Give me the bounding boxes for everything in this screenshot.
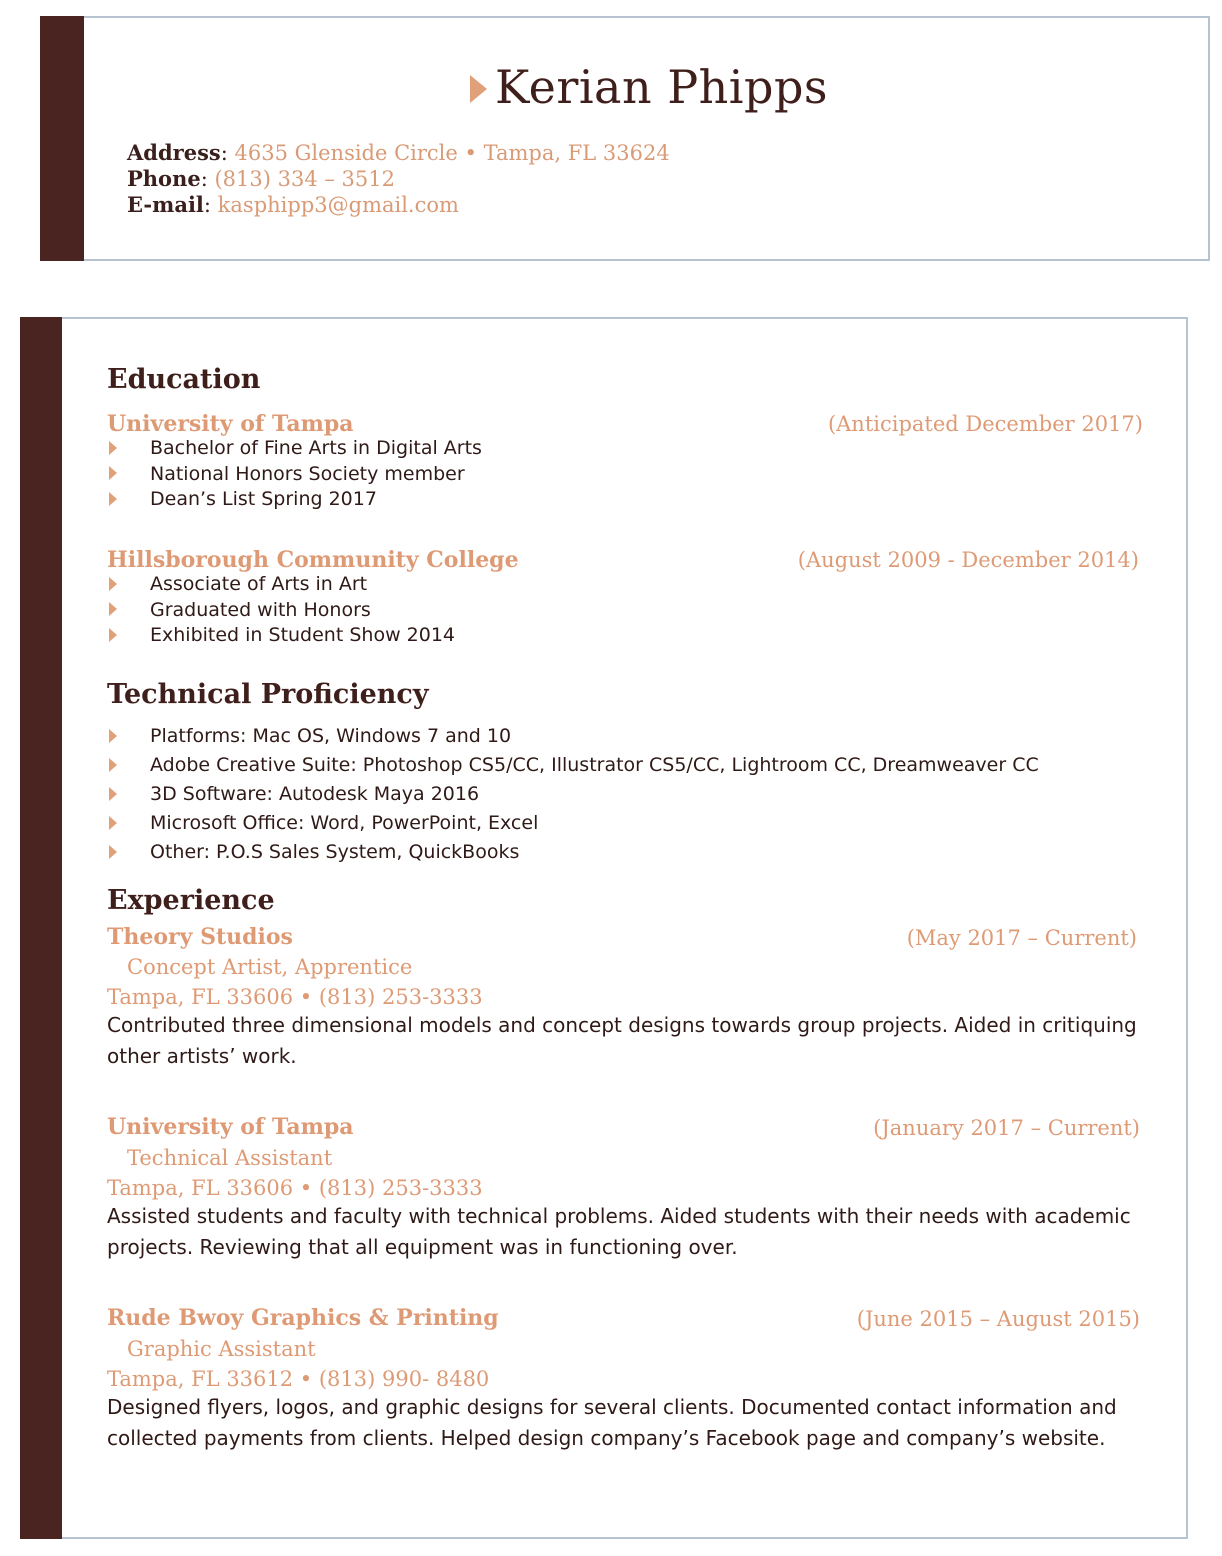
bullet-arrow-icon [109,628,117,642]
phone-value: (813) 334 – 3512 [214,167,395,191]
bullet-arrow-icon [109,577,117,591]
candidate-name [470,60,828,114]
phone-label: Phone [127,166,201,191]
bullet-arrow-icon [109,729,117,743]
job-location: Tampa, FL 33606 • (813) 253-3333 [107,1176,483,1200]
bullet-arrow-icon [109,758,117,772]
list-item-text: Associate of Arts in Art [150,573,368,595]
job-role: Technical Assistant [127,1146,333,1170]
list-item [107,462,482,488]
list-item [107,487,482,513]
job-description: Assisted students and faculty with technical problems. Aided students with their needs with academic projects. Reviewing that all equipment was in functioning over. [107,1204,1131,1259]
bullet-arrow-icon [109,845,117,859]
list-item [107,809,1039,838]
contact-email: E-mail: kasphipp3@gmail.com [127,192,459,217]
address-label: Address [127,140,221,165]
candidate-name-text: Kerian Phipps [495,60,829,114]
contact-address: Address: 4635 Glenside Circle • Tampa, FL 33624 [127,140,670,165]
school-date: (Anticipated December 2017) [827,412,1143,436]
list-item-text: 3D Software: Autodesk Maya 2016 [150,783,480,805]
bullet-arrow-icon [109,441,117,455]
email-value[interactable]: kasphipp3@gmail.com [217,193,459,217]
list-item-text: Microsoft Office: Word, PowerPoint, Excel [150,812,539,834]
job-date: (June 2015 – August 2015) [856,1307,1140,1331]
job-description: Contributed three dimensional models and concept designs towards group projects. Aided in critiquing other artists’ work. [107,1013,1137,1068]
school-details-list [107,436,482,513]
school-details-list [107,572,455,649]
job-location: Tampa, FL 33612 • (813) 990- 8480 [107,1367,490,1391]
list-item [107,436,482,462]
job-role: Concept Artist, Apprentice [127,955,413,979]
school-name: University of Tampa [107,411,354,437]
list-item-text: Platforms: Mac OS, Windows 7 and 10 [150,725,512,747]
job-company: Theory Studios [107,924,293,950]
header-accent-bar [40,16,84,261]
job-description: Designed flyers, logos, and graphic designs for several clients. Documented contact information and collected payments from clients. Helped design company’s Facebook page and company’s website. [107,1395,1117,1450]
technical-heading: Technical Proficiency [107,679,429,710]
job-company: Rude Bwoy Graphics & Printing [107,1305,499,1331]
list-item-text: Graduated with Honors [150,598,371,621]
list-item-text: Other: P.O.S Sales System, QuickBooks [150,841,520,863]
bullet-arrow-icon [109,466,117,480]
experience-heading: Experience [107,885,275,916]
list-item [107,780,1039,809]
school-date: (August 2009 - December 2014) [797,548,1139,572]
job-date: (January 2017 – Current) [873,1116,1140,1140]
bullet-arrow-icon [109,816,117,830]
school-name: Hillsborough Community College [107,547,519,573]
job-role: Graphic Assistant [127,1337,316,1361]
job-company: University of Tampa [107,1114,354,1140]
list-item-text: Exhibited in Student Show 2014 [150,624,456,646]
list-item-text: Dean’s List Spring 2017 [150,488,377,510]
list-item [107,722,1039,751]
list-item-text: Adobe Creative Suite: Photoshop CS5/CC, Illustrator CS5/CC, Lightroom CC, Dreamweaver CC [150,754,1039,776]
bullet-arrow-icon [109,787,117,801]
list-item-text: Bachelor of Fine Arts in Digital Arts [150,437,482,459]
address-value: 4635 Glenside Circle • Tampa, FL 33624 [234,141,670,165]
name-arrow-icon [470,75,487,103]
list-item [107,572,455,598]
contact-phone: Phone: (813) 334 – 3512 [127,166,395,191]
job-location: Tampa, FL 33606 • (813) 253-3333 [107,985,483,1009]
main-accent-bar [20,317,62,1539]
list-item-text: National Honors Society member [150,462,465,485]
email-label: E-mail [127,192,204,217]
list-item [107,598,455,624]
header-box [40,16,1210,261]
list-item [107,751,1039,780]
list-item [107,838,1039,867]
bullet-arrow-icon [109,602,117,616]
bullet-arrow-icon [109,492,117,506]
education-heading: Education [107,364,261,395]
technical-list [107,722,1039,867]
job-date: (May 2017 – Current) [906,926,1137,950]
list-item [107,623,455,649]
